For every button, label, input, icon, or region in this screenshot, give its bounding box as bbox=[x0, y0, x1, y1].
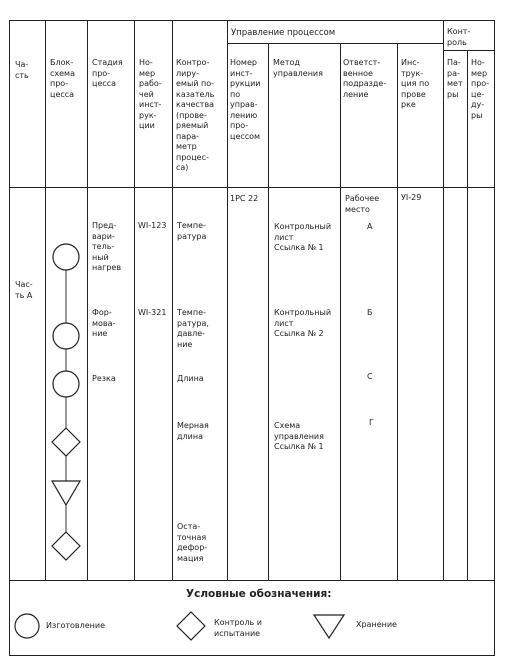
indicator-row-1: Темпе- ратура bbox=[177, 221, 207, 241]
header-inspection-instruction: Инс- трук- ция по прове рке bbox=[401, 58, 430, 109]
legend-manufacturing: Изготовление bbox=[46, 621, 105, 630]
indicator-row-2: Темпе- ратура, давле- ние bbox=[177, 308, 209, 349]
responsible-row-3: С bbox=[367, 372, 373, 381]
indicator-row-5: Оста- точная дефор- мация bbox=[177, 522, 208, 563]
inspection-instruction-value: УI-29 bbox=[401, 193, 422, 202]
method-row-4: Схема управления Ссылка № 1 bbox=[274, 421, 324, 451]
legend-circle-icon bbox=[15, 614, 39, 638]
wi-row-1: WI-123 bbox=[138, 221, 167, 230]
indicator-row-3: Длина bbox=[177, 374, 204, 383]
stage-row-2: Фор- мова- ние bbox=[92, 308, 116, 338]
header-procedure-no: Но- мер про- це- ду- ры bbox=[471, 58, 490, 120]
manufacturing-circle-2 bbox=[53, 323, 79, 349]
method-row-2: Контрольный лист Ссылка № 2 bbox=[274, 308, 332, 338]
legend-storage: Хранение bbox=[356, 620, 397, 629]
header-parameters: Па- ра- мет ры bbox=[447, 58, 463, 99]
indicator-row-4: Мерная длина bbox=[177, 421, 209, 441]
responsible-row-2: Б bbox=[367, 308, 373, 317]
part-label: Час- ть А bbox=[15, 280, 33, 300]
stage-row-1: Пред- вари- тель- ный нагрев bbox=[92, 221, 122, 272]
header-control-instruction-no: Номер инст- рукции по управ- лению про- цессом bbox=[230, 58, 261, 141]
legend-triangle-icon bbox=[314, 615, 344, 638]
header-work-instruction-no: Но- мер рабо- чей инст- рук- ции bbox=[139, 58, 162, 130]
header-process-control: Управление процессом bbox=[231, 28, 336, 38]
header-control: Конт- роль bbox=[447, 27, 471, 47]
header-stage: Стадия про- цесса bbox=[92, 58, 123, 88]
method-row-1: Контрольный лист Ссылка № 1 bbox=[274, 222, 332, 252]
responsible-header: Рабочее место bbox=[345, 194, 380, 214]
legend-title: Условные обозначения: bbox=[186, 588, 332, 600]
stage-row-3: Резка bbox=[92, 374, 116, 383]
header-part: Ча- сть bbox=[15, 60, 29, 80]
header-quality-indicator: Контро- лиру- емый по- казатель качества (прове- ряемый пара- метр процес- са) bbox=[176, 58, 215, 172]
control-instruction-value: 1РС 22 bbox=[230, 194, 259, 203]
legend-diamond-icon bbox=[177, 612, 205, 640]
header-flowchart: Блок- схема про- цесса bbox=[50, 58, 75, 99]
responsible-row-4: Г bbox=[369, 418, 374, 427]
wi-row-2: WI-321 bbox=[138, 308, 167, 317]
manufacturing-circle-1 bbox=[53, 244, 79, 270]
manufacturing-circle-3 bbox=[53, 371, 79, 397]
header-responsible-unit: Ответст- венное подразде- ление bbox=[343, 58, 387, 99]
legend-inspection: Контроль и испытание bbox=[214, 618, 263, 638]
header-control-method: Метод управления bbox=[273, 58, 323, 78]
inspection-diamond-1 bbox=[52, 428, 80, 456]
storage-triangle bbox=[52, 481, 80, 505]
responsible-row-1: А bbox=[367, 222, 373, 231]
inspection-diamond-2 bbox=[52, 532, 80, 560]
